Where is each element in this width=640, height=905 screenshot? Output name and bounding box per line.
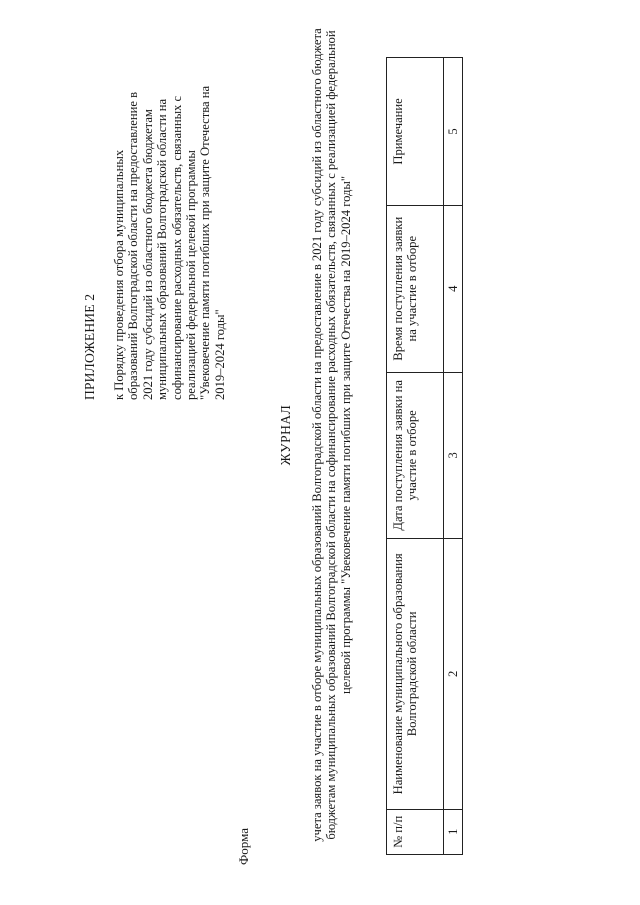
header-receipt-date: Дата поступления заявки на участие в отборе <box>387 372 444 539</box>
journal-description: учета заявок на участие в отборе муниципальных образований Волгоградской области на предоставление в 2021 году субсидий из областного бюджета бюджетам муниципальных образований Волгоградской области на софинансирование расходных обязательств, связанных с реализацией федеральной целевой программы "Увековечение памяти погибших при защите Отечества на 2019–2024 годы" <box>310 28 353 842</box>
header-receipt-time: Время поступления заявки на участие в отборе <box>387 205 444 372</box>
form-label: Форма <box>236 828 251 865</box>
journal-block <box>278 25 353 845</box>
numbering-cell-3: 3 <box>444 372 463 539</box>
numbering-cell-5: 5 <box>444 58 463 206</box>
table-header-row <box>387 58 444 855</box>
numbering-cell-1: 1 <box>444 809 463 854</box>
journal-title: ЖУРНАЛ <box>278 404 293 466</box>
appendix-block <box>82 80 227 400</box>
header-number: № п/п <box>387 809 444 854</box>
header-municipality-name: Наименование муниципального образования Волгоградской области <box>387 539 444 809</box>
numbering-cell-4: 4 <box>444 205 463 372</box>
appendix-title: ПРИЛОЖЕНИЕ 2 <box>82 293 97 400</box>
header-note: Примечание <box>387 58 444 206</box>
numbering-cell-2: 2 <box>444 539 463 809</box>
journal-table <box>386 57 463 855</box>
table-numbering-row <box>444 58 463 855</box>
appendix-text: к Порядку проведения отбора муниципальных образований Волгоградской области на предоставление в 2021 году субсидий из областного бюджета бюджетам муниципальных образований Волгоградской области на софинансирование расходных обязательств, связанных с реализацией федеральной целевой программы "Увековечение памяти погибших при защите Отечества на 2019–2024 годы" <box>112 85 227 400</box>
